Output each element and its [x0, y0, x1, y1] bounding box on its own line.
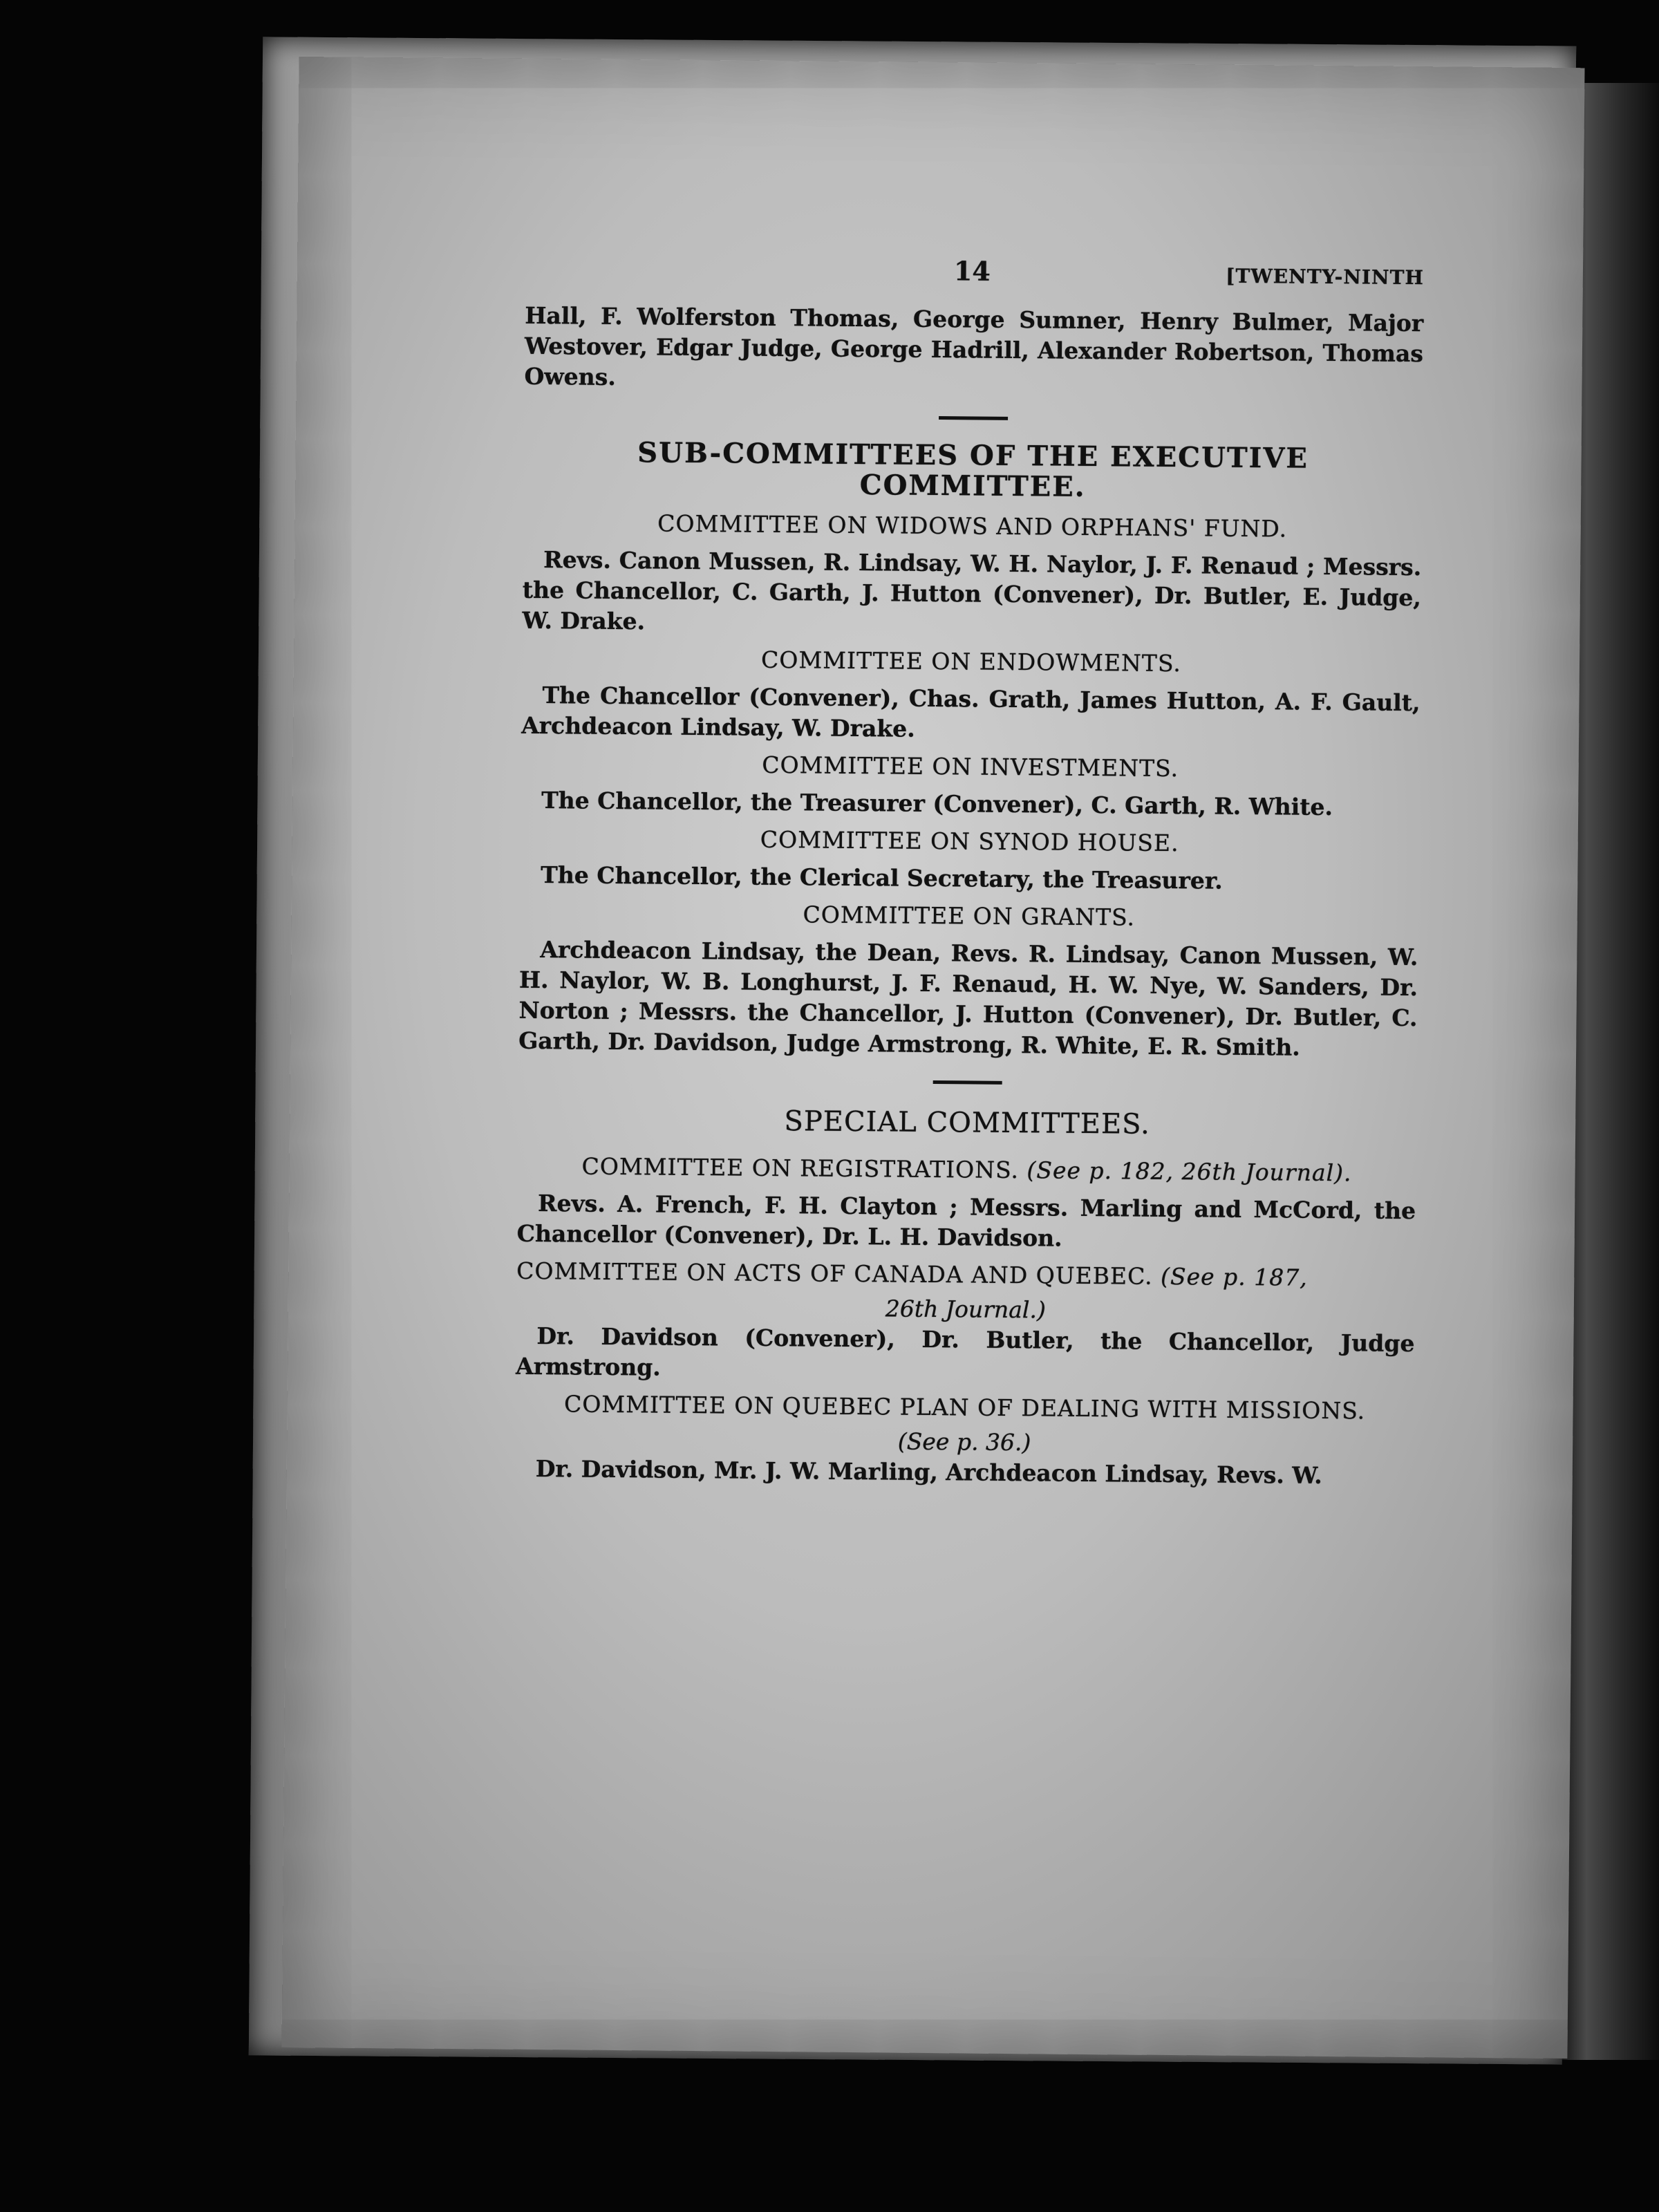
page-content	[515, 252, 1425, 1497]
committee-heading	[517, 1151, 1416, 1189]
committee-members: Dr. Davidson, Mr. J. W. Marling, Archdeacon Lindsay, Revs. W.	[535, 1455, 1322, 1489]
committee-heading: COMMITTEE ON GRANTS.	[803, 901, 1136, 931]
special-committees-title: SPECIAL COMMITTEES.	[784, 1105, 1151, 1141]
committee-members: The Chancellor, the Treasurer (Convener), C. Garth, R. White.	[541, 787, 1333, 821]
committee-quebec-plan-missions	[515, 1389, 1414, 1492]
committee-widows-orphans	[522, 507, 1422, 644]
section-divider	[939, 416, 1008, 420]
committee-heading-text: COMMITTEE ON ACTS OF CANADA AND QUEBEC.	[516, 1257, 1153, 1290]
committee-members: The Chancellor (Convener), Chas. Grath, James Hutton, A. F. Gault, Archdeacon Lindsay, W. Drake.	[521, 682, 1421, 742]
committee-heading: COMMITTEE ON SYNOD HOUSE.	[760, 825, 1179, 857]
committee-members: The Chancellor, the Clerical Secretary, the Treasurer.	[541, 861, 1223, 894]
committee-heading: COMMITTEE ON WIDOWS AND ORPHANS' FUND.	[657, 509, 1288, 543]
running-head: [TWENTY-NINTH	[1226, 264, 1425, 290]
journal-reference: (See p. 36.)	[897, 1427, 1031, 1456]
committee-heading	[516, 1256, 1415, 1294]
journal-reference-continued: 26th Journal.)	[885, 1295, 1046, 1324]
committee-grants	[518, 897, 1418, 1064]
committee-investments	[521, 748, 1420, 823]
committee-synod-house	[520, 823, 1419, 898]
committee-endowments	[521, 643, 1421, 749]
sub-committees-title: SUB-COMMITTEES OF THE EXECUTIVE COMMITTEE.	[637, 436, 1309, 503]
journal-reference: (See p. 187,	[1160, 1262, 1308, 1291]
journal-reference: (See p. 182, 26th Journal).	[1027, 1156, 1352, 1187]
committee-registrations	[517, 1151, 1416, 1257]
committee-heading-text: COMMITTEE ON REGISTRATIONS.	[581, 1152, 1020, 1184]
section-divider	[933, 1080, 1002, 1085]
committee-acts-canada-quebec	[516, 1256, 1416, 1389]
committee-members: Archdeacon Lindsay, the Dean, Revs. R. Lindsay, Canon Mussen, W. H. Naylor, W. B. Longhurst, J. F. Renaud, H. W. Nye, W. Sanders, Dr. Norton ; Messrs. the Chancellor, J. Hutton (Convener), Dr. Butler, C. Garth, Dr. Davidson, Judge Armstrong, R. White, E. R. Smith.	[518, 936, 1418, 1061]
committee-heading: COMMITTEE ON INVESTMENTS.	[762, 751, 1179, 782]
committee-members: Revs. A. French, F. H. Clayton ; Messrs. Marling and McCord, the Chancellor (Convener), Dr. L. H. Davidson.	[516, 1190, 1416, 1252]
committee-members: Revs. Canon Mussen, R. Lindsay, W. H. Naylor, J. F. Renaud ; Messrs. the Chancellor, C. Garth, J. Hutton (Convener), Dr. Butler, E. Judge, W. Drake.	[522, 546, 1422, 635]
intro-paragraph: Hall, F. Wolferston Thomas, George Sumner, Henry Bulmer, Major Westover, Edgar Judge, George Hadrill, Alexander Robertson, Thomas Owens.	[524, 301, 1424, 391]
page-number: 14	[953, 255, 991, 287]
committee-heading: COMMITTEE ON QUEBEC PLAN OF DEALING WITH MISSIONS.	[563, 1390, 1366, 1425]
committee-members: Dr. Davidson (Convener), Dr. Butler, the Chancellor, Judge Armstrong.	[515, 1322, 1415, 1381]
document-page	[281, 57, 1584, 2059]
page-header	[525, 252, 1425, 308]
committee-heading: COMMITTEE ON ENDOWMENTS.	[760, 646, 1182, 677]
